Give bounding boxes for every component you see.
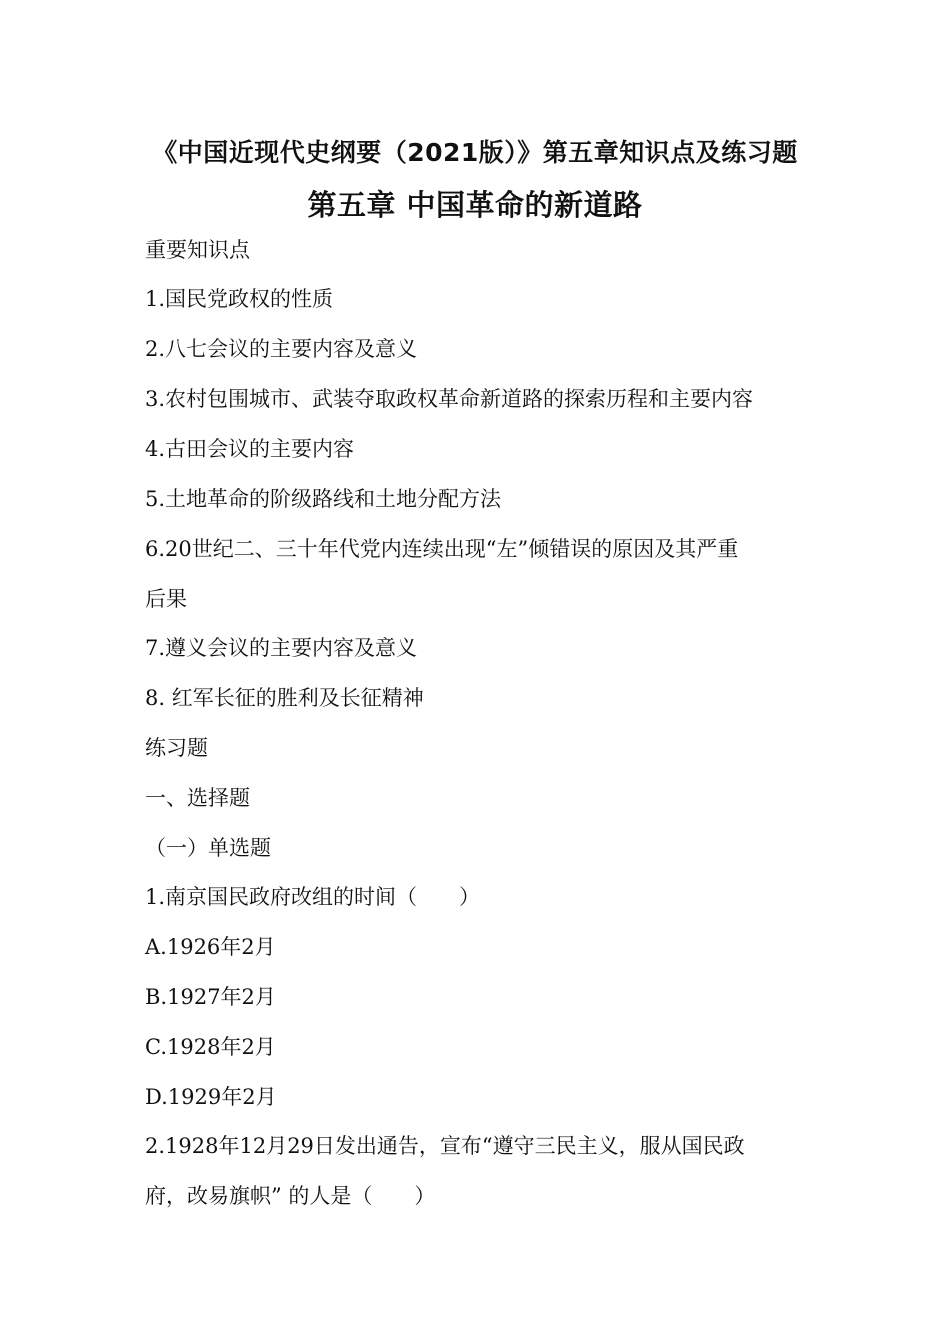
section-heading-multiple-choice: 一、选择题 [145,786,250,810]
key-point-3: 3.农村包围城市、武装夺取政权革命新道路的探索历程和主要内容 [145,387,754,411]
question-1: 1.南京国民政府改组的时间（ ） [145,885,481,909]
key-point-8: 8. 红军长征的胜利及长征精神 [145,686,424,710]
key-point-1: 1.国民党政权的性质 [145,287,334,311]
key-point-5: 5.土地革命的阶级路线和土地分配方法 [145,487,502,511]
subsection-heading-single-choice: （一）单选题 [145,836,271,860]
section-heading-key-points: 重要知识点 [145,238,250,262]
question-1-option-b: B.1927年2月 [145,985,276,1009]
chapter-title: 第五章 中国革命的新道路 [307,188,643,222]
question-1-option-c: C.1928年2月 [145,1035,276,1059]
key-point-7: 7.遵义会议的主要内容及意义 [145,636,418,660]
question-2: 2.1928年12月29日发出通告，宣布“遵守三民主义，服从国民政 [145,1134,745,1158]
key-point-2: 2.八七会议的主要内容及意义 [145,337,418,361]
key-point-4: 4.古田会议的主要内容 [145,437,355,461]
key-point-6-continued: 后果 [145,587,187,611]
question-1-option-d: D.1929年2月 [145,1085,277,1109]
section-heading-exercises: 练习题 [145,736,208,760]
key-point-6: 6.20世纪二、三十年代党内连续出现“左”倾错误的原因及其严重 [145,537,739,561]
question-1-option-a: A.1926年2月 [145,935,276,959]
document-title: 《中国近现代史纲要（2021版）》第五章知识点及练习题 [152,138,798,167]
question-2-continued: 府，改易旗帜” 的人是（ ） [145,1184,436,1208]
